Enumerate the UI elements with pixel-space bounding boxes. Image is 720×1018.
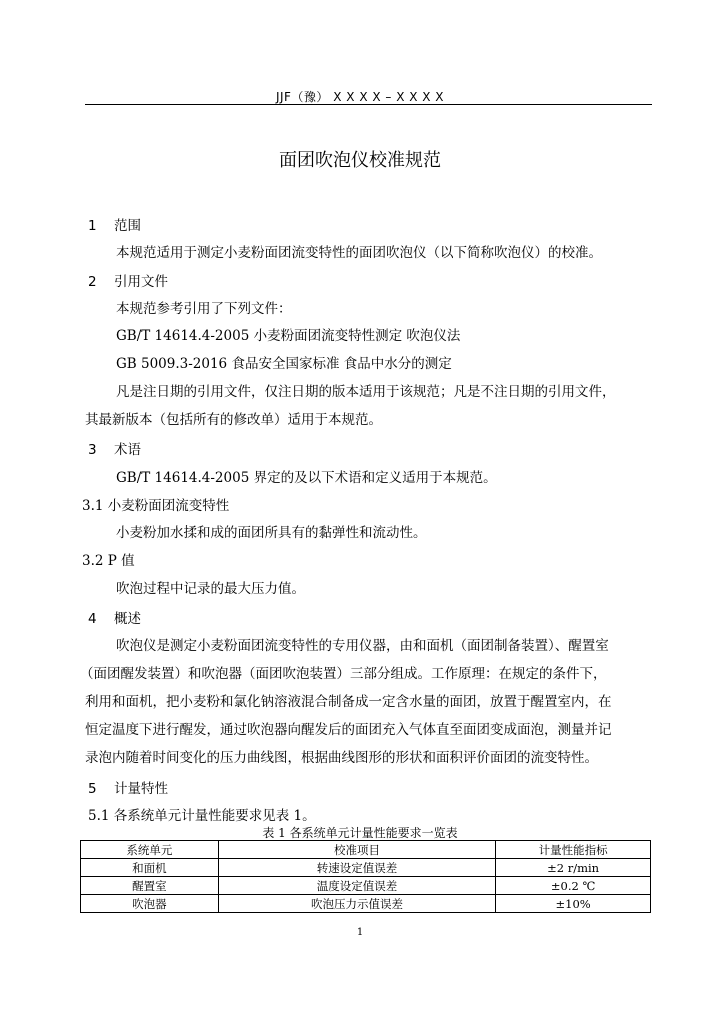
table-cell: 温度设定值误差 <box>218 877 495 895</box>
section-title: 术语 <box>114 442 141 458</box>
section-3-paragraph: GB/T 14614.4-2005 界定的及以下术语和定义适用于本规范。 <box>116 470 497 486</box>
section-2-paragraph-line-2: 其最新版本（包括所有的修改单）适用于本规范。 <box>85 412 382 428</box>
section-title: 引用文件 <box>114 274 168 290</box>
table-cell: 转速设定值误差 <box>218 859 495 877</box>
section-3-heading <box>88 438 141 458</box>
subsection-5-1-text: 5.1 各系统单元计量性能要求见表 1。 <box>88 808 316 824</box>
section-number: 4 <box>88 611 97 627</box>
table-cell: 吹泡器 <box>81 895 219 913</box>
page-number: 1 <box>356 927 364 938</box>
section-2-paragraph-line-1: 凡是注日期的引用文件，仅注日期的版本适用于该规范；凡是不注日期的引用文件， <box>116 384 616 400</box>
section-5-heading <box>88 777 168 797</box>
table-cell: 和面机 <box>81 859 219 877</box>
table-header-cell: 系统单元 <box>81 841 219 859</box>
document-title: 面团吹泡仪校准规范 <box>279 150 441 171</box>
table-header-row <box>81 841 651 859</box>
section-title: 计量特性 <box>114 781 168 797</box>
table-cell: ±0.2 ℃ <box>496 877 651 895</box>
subsection-3-1-text: 小麦粉加水揉和成的面团所具有的黏弹性和流动性。 <box>116 525 427 541</box>
section-1-paragraph: 本规范适用于测定小麦粉面团流变特性的面团吹泡仪（以下简称吹泡仪）的校准。 <box>116 245 602 261</box>
reference-1: GB/T 14614.4-2005 小麦粉面团流变特性测定 吹泡仪法 <box>116 328 461 344</box>
section-1-heading <box>88 214 141 234</box>
table-cell: ±10% <box>496 895 651 913</box>
table-cell: 吹泡压力示值误差 <box>218 895 495 913</box>
section-4-line-1: 吹泡仪是测定小麦粉面团流变特性的专用仪器，由和面机（面团制备装置）、醒置室 <box>116 638 609 654</box>
subsection-3-1-heading: 3.1 小麦粉面团流变特性 <box>82 498 230 514</box>
section-number: 1 <box>88 218 97 234</box>
table-header-cell: 计量性能指标 <box>496 841 651 859</box>
section-4-line-5: 录泡内随着时间变化的压力曲线图，根据曲线图形的形状和面积评价面团的流变特性。 <box>85 750 598 766</box>
section-4-line-4: 恒定温度下进行醒发，通过吹泡器向醒发后的面团充入气体直至面团变成面泡，测量并记 <box>85 722 612 738</box>
document-header-code: JJF（豫） X X X X – X X X X <box>275 90 445 104</box>
section-4-heading <box>88 607 141 627</box>
section-title: 概述 <box>114 611 141 627</box>
table-row <box>81 877 651 895</box>
section-title: 范围 <box>114 218 141 234</box>
section-4-line-3: 利用和面机，把小麦粉和氯化钠溶液混合制备成一定含水量的面团，放置于醒置室内，在 <box>85 694 612 710</box>
section-2-heading <box>88 270 168 290</box>
table-1 <box>80 840 651 913</box>
section-number: 5 <box>88 781 97 797</box>
subsection-3-2-heading: 3.2 P 值 <box>82 553 135 569</box>
section-4-line-2: （面团醒发装置）和吹泡器（面团吹泡装置）三部分组成。工作原理：在规定的条件下， <box>80 666 607 682</box>
header-rule <box>85 104 652 105</box>
table-row <box>81 895 651 913</box>
table-cell: 醒置室 <box>81 877 219 895</box>
table-header-cell: 校准项目 <box>218 841 495 859</box>
table-cell: ±2 r/min <box>496 859 651 877</box>
section-2-intro: 本规范参考引用了下列文件： <box>116 301 292 317</box>
table-1-caption: 表 1 各系统单元计量性能要求一览表 <box>262 826 458 840</box>
section-number: 2 <box>88 274 97 290</box>
table-row <box>81 859 651 877</box>
section-number: 3 <box>88 442 97 458</box>
reference-2: GB 5009.3-2016 食品安全国家标准 食品中水分的测定 <box>116 356 452 372</box>
subsection-3-2-text: 吹泡过程中记录的最大压力值。 <box>116 581 305 597</box>
